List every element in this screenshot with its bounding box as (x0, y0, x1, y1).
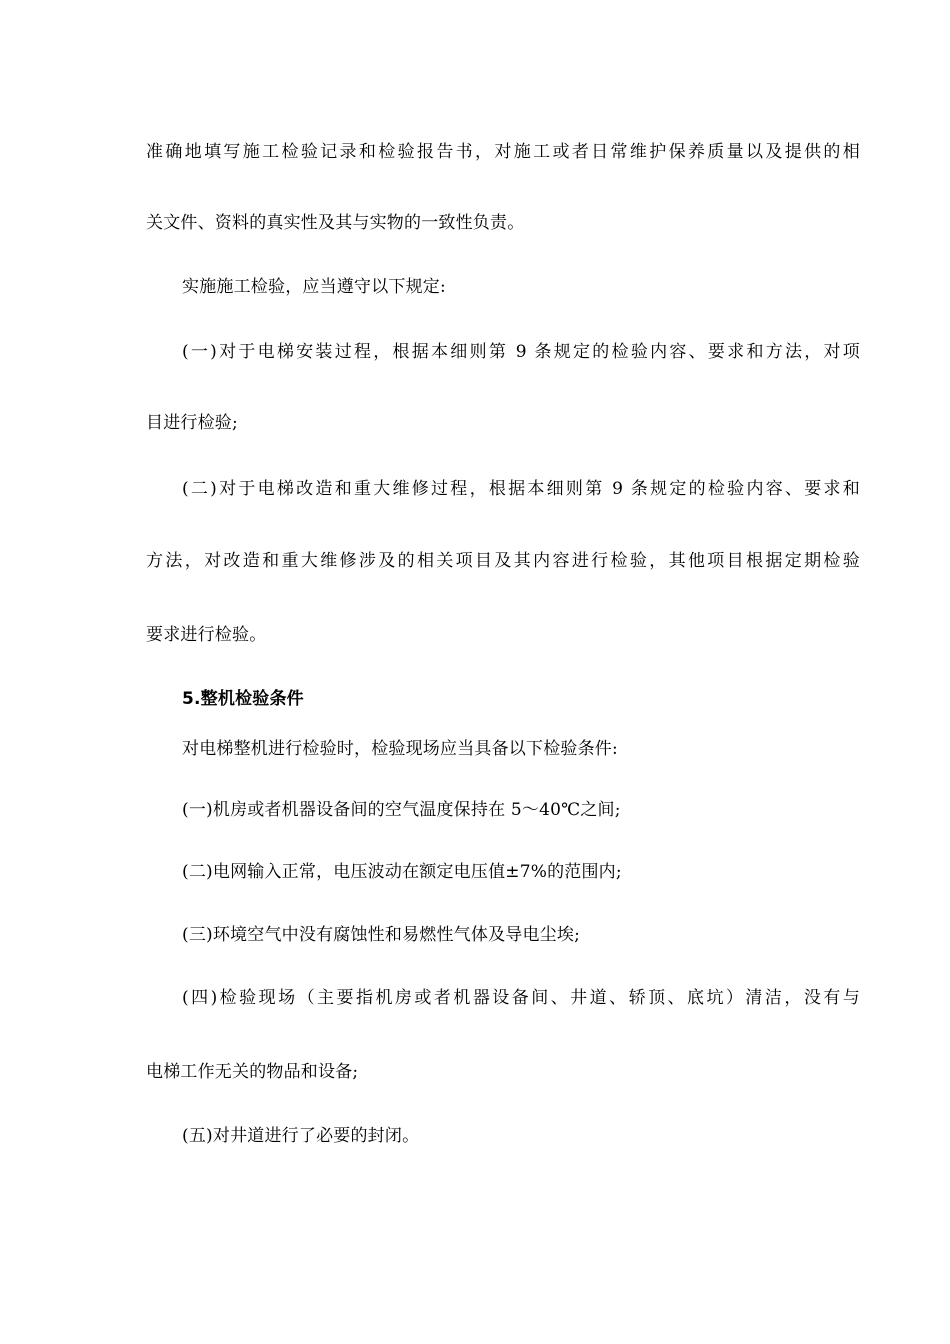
item-2-line-3: 要求进行检验。 (146, 625, 267, 645)
paragraph-2-line-1: 实施施工检验，应当遵守以下规定: (182, 277, 446, 297)
section-5-intro: 对电梯整机进行检验时，检验现场应当具备以下检验条件: (182, 739, 618, 759)
item-2-line-1: (二)对于电梯改造和重大维修过程，根据本细则第 9 条规定的检验内容、要求和 (182, 479, 860, 499)
paragraph-1-line-2: 关文件、资料的真实性及其与实物的一致性负责。 (146, 213, 525, 233)
item-1-line-1: (一)对于电梯安装过程，根据本细则第 9 条规定的检验内容、要求和方法，对项 (182, 342, 860, 362)
condition-5: (五)对井道进行了必要的封闭。 (182, 1126, 420, 1146)
item-1-line-2: 目进行检验; (146, 413, 238, 433)
condition-2: (二)电网输入正常，电压波动在额定电压值±7%的范围内; (182, 862, 622, 882)
section-5-heading: 5.整机检验条件 (182, 689, 304, 709)
condition-1: (一)机房或者机器设备间的空气温度保持在 5～40℃之间; (182, 800, 621, 820)
condition-4-line-2: 电梯工作无关的物品和设备; (146, 1062, 359, 1082)
item-2-line-2: 方法，对改造和重大维修涉及的相关项目及其内容进行检验，其他项目根据定期检验 (146, 551, 860, 571)
condition-3: (三)环境空气中没有腐蚀性和易燃性气体及导电尘埃; (182, 925, 580, 945)
paragraph-1-line-1: 准确地填写施工检验记录和检验报告书，对施工或者日常维护保养质量以及提供的相 (146, 142, 860, 162)
condition-4-line-1: (四)检验现场（主要指机房或者机器设备间、井道、轿顶、底坑）清洁，没有与 (182, 988, 860, 1008)
